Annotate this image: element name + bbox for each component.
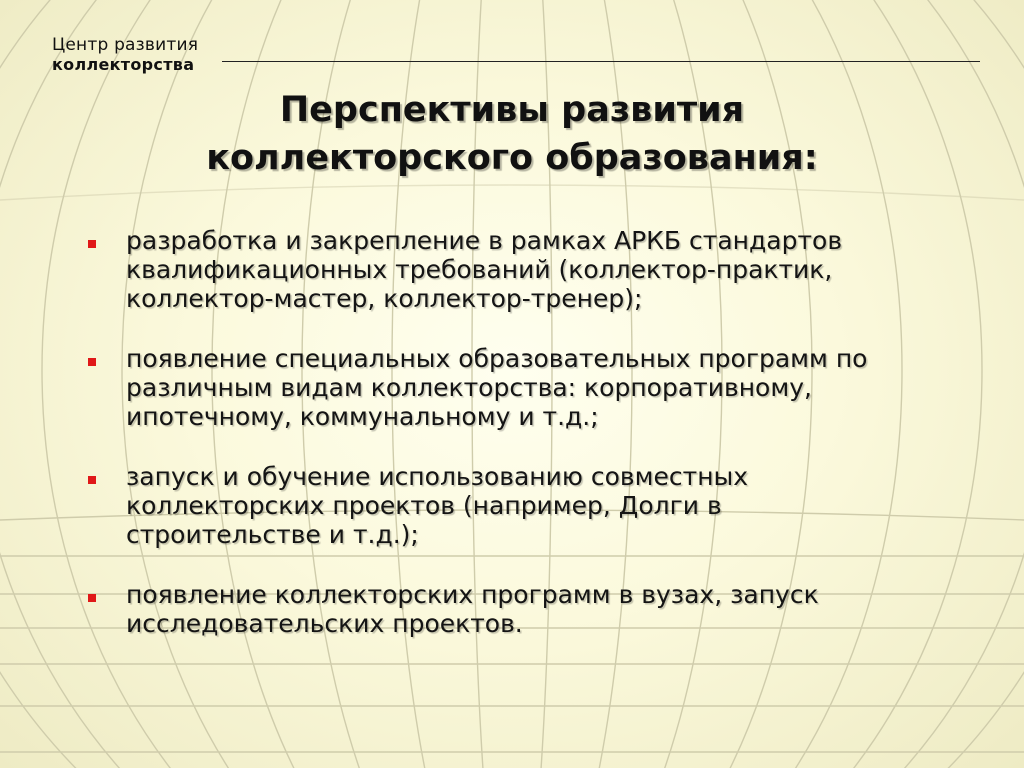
logo-line-1: Центр развития — [52, 35, 199, 55]
logo-line-2: коллекторства — [52, 54, 195, 74]
slide-title-line-2: коллекторского образования: — [206, 138, 818, 178]
bullet-text: появление коллекторских программ в вузах, запуск исследовательских проектов. — [126, 580, 819, 638]
bullet-square-icon — [88, 476, 96, 484]
bullet-square-icon — [88, 240, 96, 248]
bullet-item — [84, 226, 964, 313]
bullet-item — [84, 344, 964, 431]
bullet-text: появление специальных образовательных программ по различным видам коллекторства: корпоративному, ипотечному, коммунальному и т.д.; — [126, 344, 868, 431]
bullet-item — [84, 462, 964, 549]
slide-title — [100, 86, 924, 182]
bullet-list — [84, 226, 964, 669]
logo — [52, 36, 198, 74]
slide-title-line-1: Перспективы развития — [279, 90, 745, 130]
bullet-item — [84, 580, 964, 638]
bullet-square-icon — [88, 594, 96, 602]
bullet-text: запуск и обучение использованию совместных коллекторских проектов (например, Долги в строительстве и т.д.); — [126, 462, 749, 549]
bullet-square-icon — [88, 358, 96, 366]
bullet-text: разработка и закрепление в рамках АРКБ стандартов квалификационных требований (коллектор-практик, коллектор-мастер, коллектор-тренер); — [126, 226, 843, 313]
header-divider — [222, 61, 980, 62]
